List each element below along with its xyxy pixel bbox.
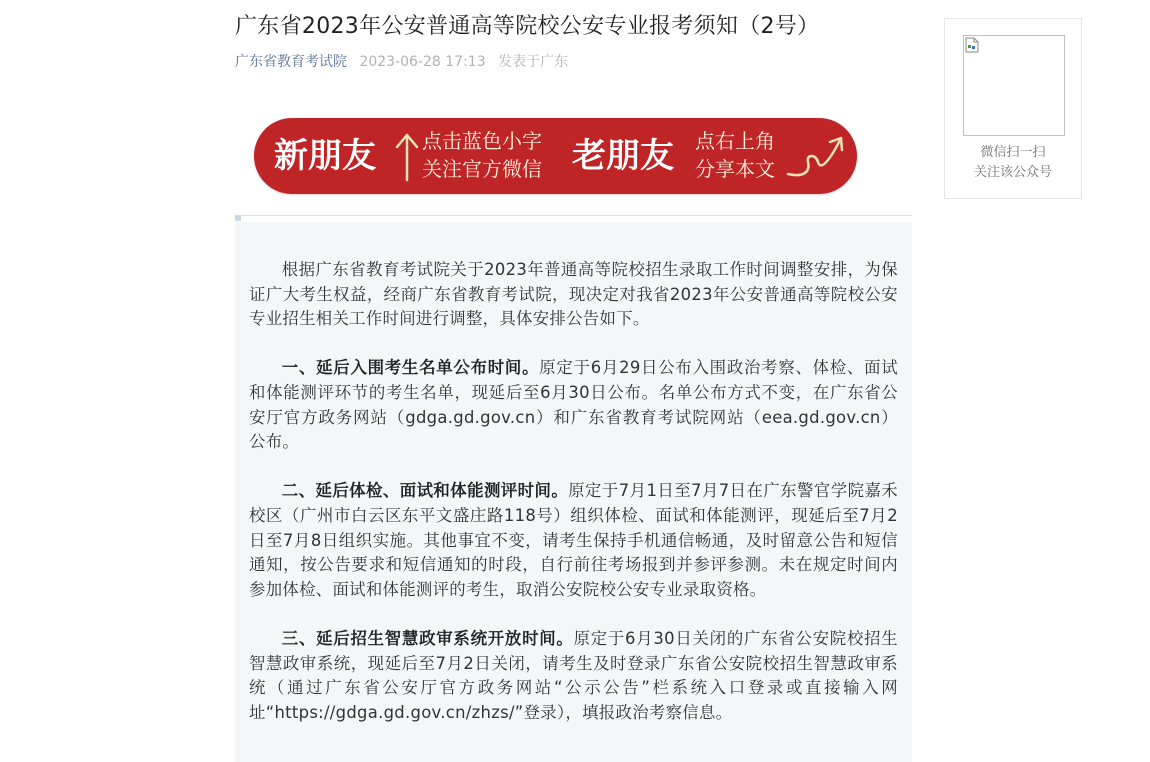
section-1-paragraph [249, 356, 898, 454]
qr-caption-line2: 关注该公众号 [973, 165, 1052, 180]
curved-share-arrow-icon [784, 130, 848, 182]
banner-old-friend: 老朋友 [572, 136, 674, 176]
qr-caption-line1: 微信扫一扫 [980, 145, 1046, 160]
up-arrow-icon [394, 132, 420, 182]
section-2-body: 原定于7月1日至7月7日在广东警官学院嘉禾校区（广州市白云区东平文盛庄路118号）组织体检、面试和体能测评，现延后至7月2日至7月8日组织实施。其他事宜不变，请考生保持手机通信畅通，及时留意公告和短信通知，按公告要求和短信通知的时段，自行前往考场报到并参评参测。未在规定时间内参加体检、面试和体能测评的考生，取消公安院校公安专业录取资格。 [249, 481, 898, 599]
article-meta [235, 52, 912, 72]
section-3-body: 原定于6月30日关闭的广东省公安院校招生智慧政审系统，现延后至7月2日关闭，请考生及时登录广东省公安院校招生智慧政审系统（通过广东省公安厅官方政务网站“公示公告”栏系统入口登录或直接输入网址“https://gdga.gd.gov.cn/zhzs/”登录），填报政治考察信息。 [249, 628, 898, 722]
article [235, 0, 912, 722]
section-1-body: 原定于6月29日公布入围政治考察、体检、面试和体能测评环节的考生名单，现延后至6月30日公布。名单公布方式不变，在广东省公安厅官方政务网站（gdga.gd.gov.cn）和广东省教育考试院网站（eea.gd.gov.cn）公布。 [249, 358, 899, 452]
intro-paragraph: 根据广东省教育考试院关于2023年普通高等院校招生录取工作时间调整安排，为保证广大考生权益，经商广东省教育考试院，现决定对我省2023年公安普通高等院校公安专业招生相关工作时间进行调整，具体安排公告如下。 [249, 260, 898, 329]
banner-new-friend: 新朋友 [274, 136, 376, 176]
account-name-link[interactable]: 广东省教育考试院 [235, 54, 347, 70]
article-title: 广东省2023年公安普通高等院校公安专业报考须知（2号） [235, 14, 820, 39]
section-1-heading: 一、延后入围考生名单公布时间。 [281, 358, 540, 378]
publish-time: 2023-06-28 17:13 [359, 54, 486, 70]
banner-old-line2: 分享本文 [695, 157, 775, 181]
divider-marker [235, 215, 241, 221]
qr-caption [945, 143, 1081, 183]
qr-code-image[interactable] [963, 35, 1065, 136]
qr-code-panel [944, 18, 1082, 199]
divider [235, 215, 912, 216]
banner-new-line2: 关注官方微信 [422, 157, 542, 181]
section-2-heading: 二、延后体检、面试和体能测评时间。 [281, 481, 569, 501]
section-3-heading: 三、延后招生智慧政审系统开放时间。 [281, 628, 574, 648]
banner-new-line1: 点击蓝色小字 [422, 129, 542, 153]
article-body [235, 222, 912, 762]
banner-old-line1: 点右上角 [695, 129, 775, 153]
follow-share-banner [254, 118, 857, 194]
section-2-paragraph [249, 479, 898, 602]
broken-image-icon [965, 37, 979, 53]
section-3-paragraph [249, 627, 898, 725]
publish-location: 发表于广东 [498, 54, 569, 70]
